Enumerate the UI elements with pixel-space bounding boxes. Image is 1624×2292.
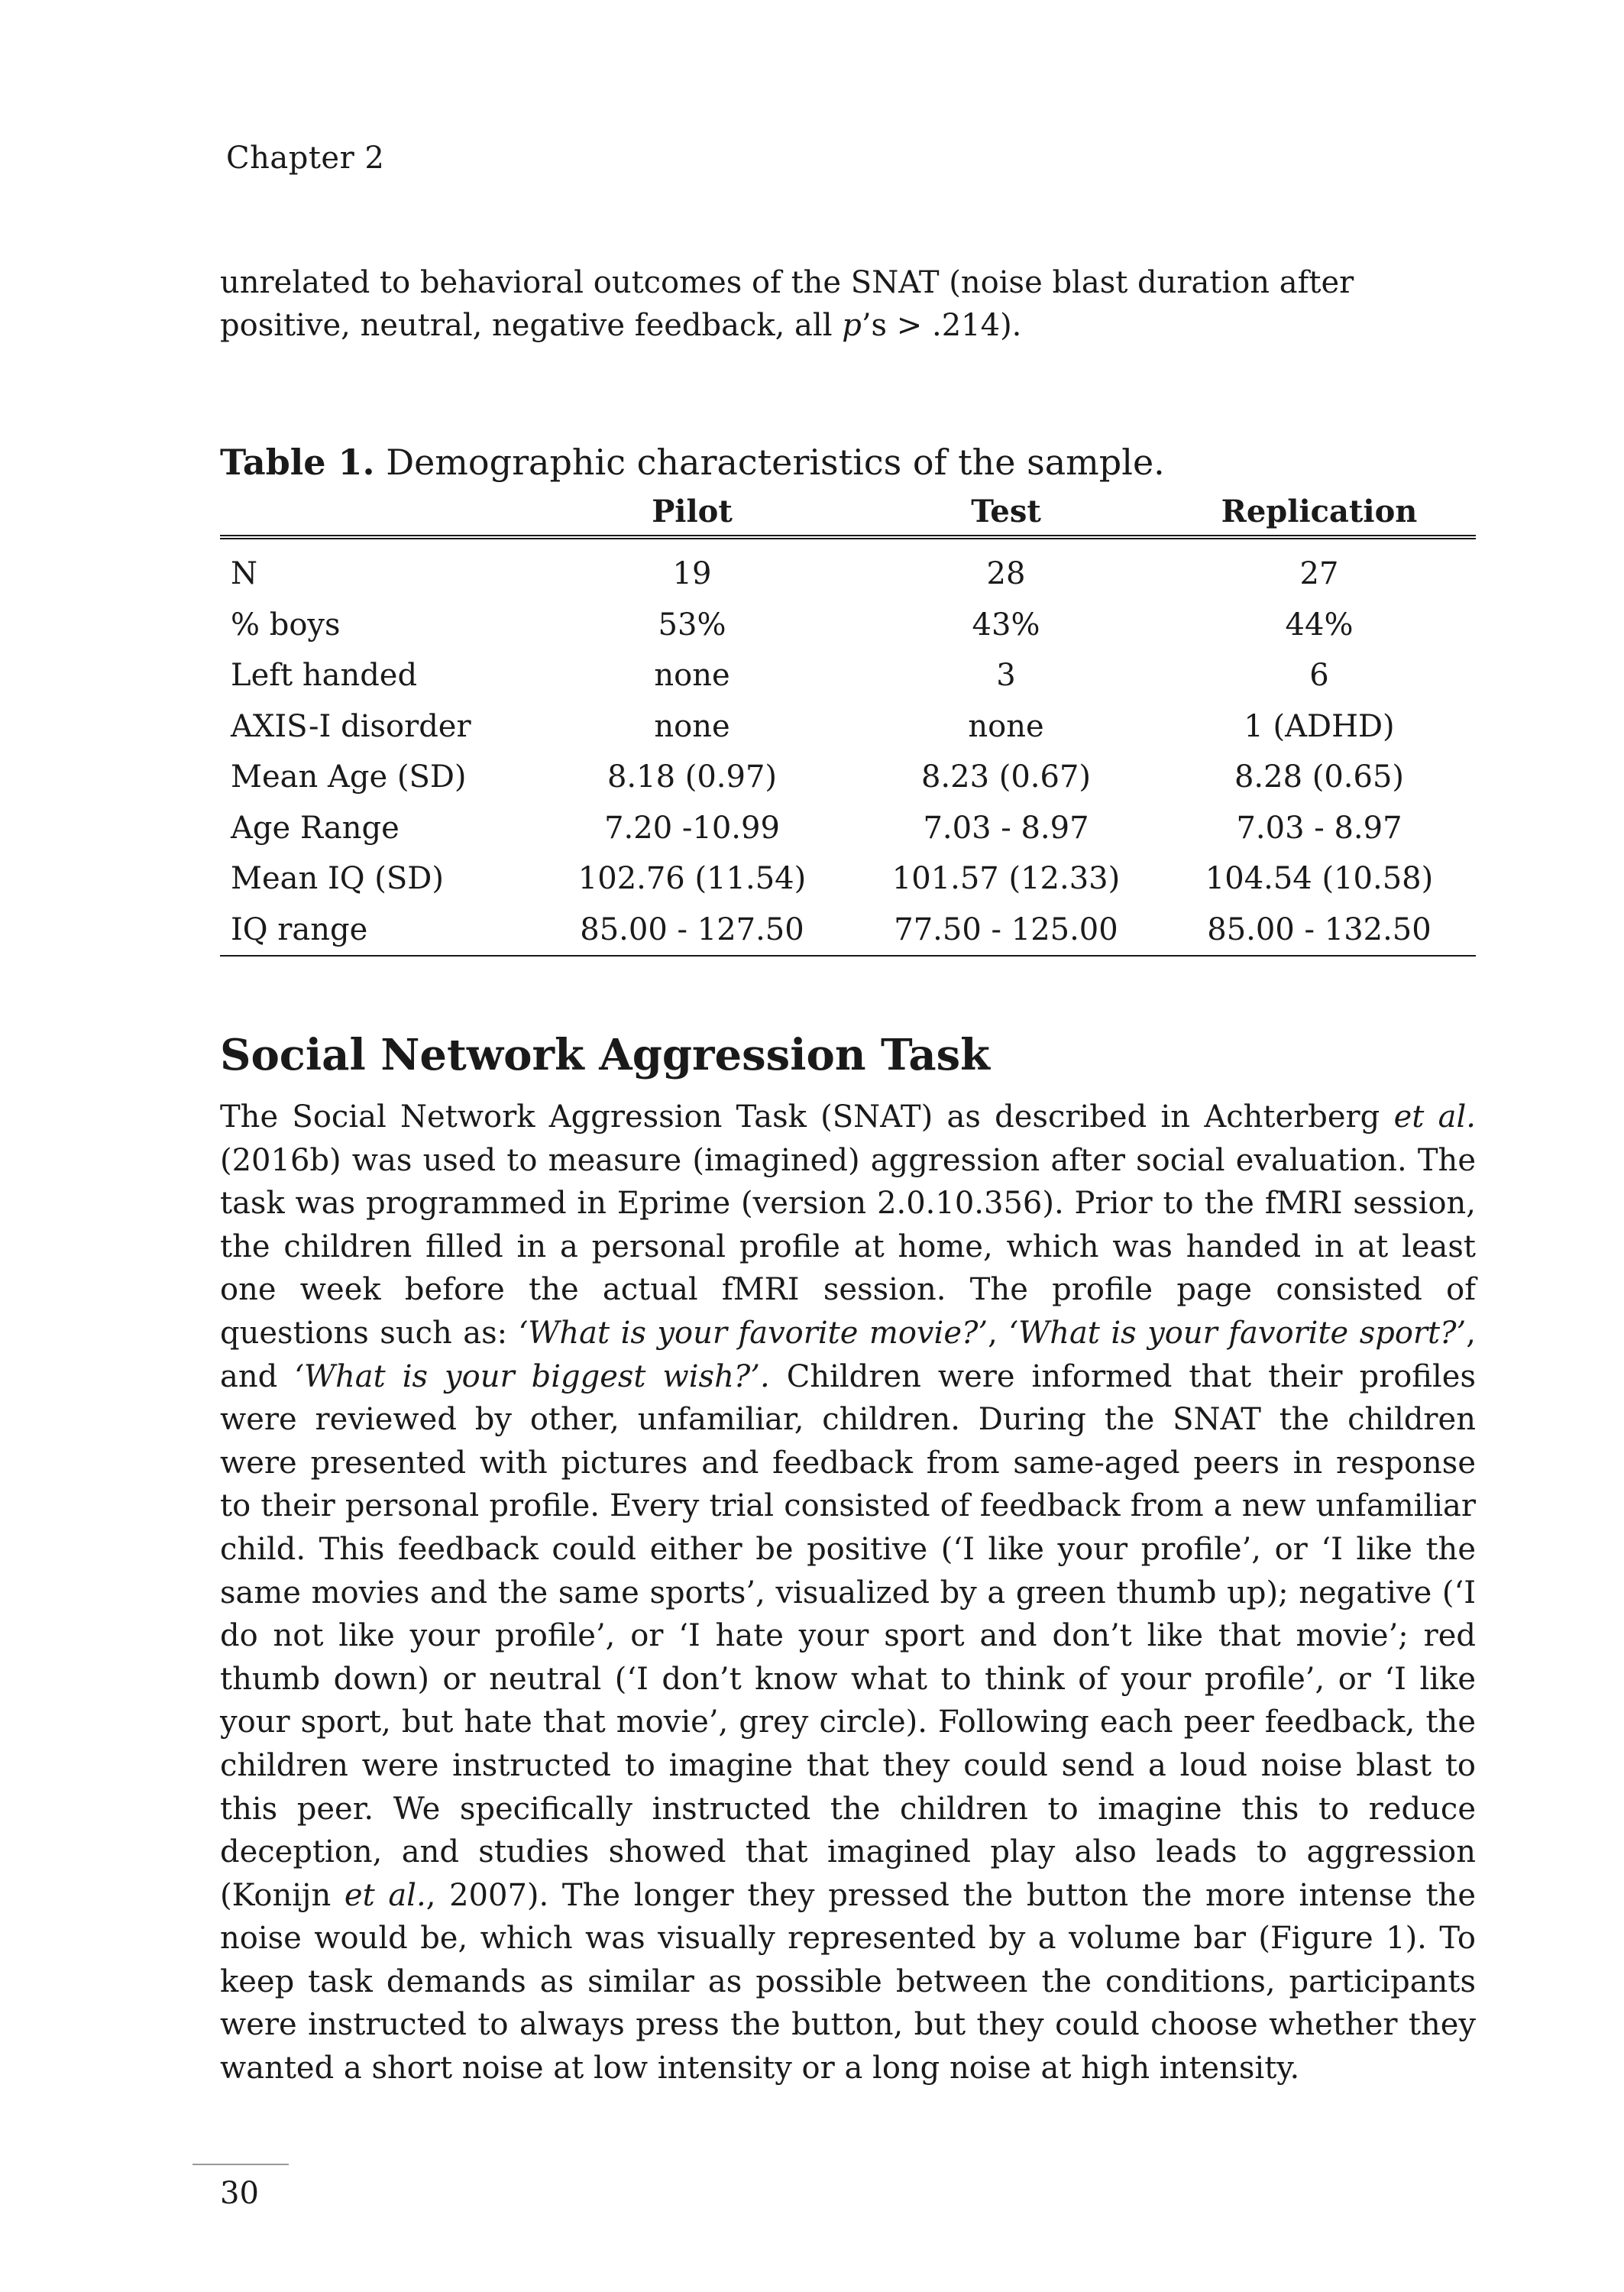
row-label: Mean Age (SD) [231, 759, 467, 795]
table-cell: none [968, 708, 1044, 744]
table-cell: 8.18 (0.97) [607, 759, 778, 795]
intro-italic-p: p [842, 308, 862, 343]
table-row [220, 650, 1476, 701]
table-cell: 1 (ADHD) [1244, 708, 1395, 744]
table-cell: 8.23 (0.67) [920, 759, 1092, 795]
section-title: Social Network Aggression Task [220, 1030, 990, 1080]
header-cell-test: Test [849, 487, 1163, 537]
body-text-2: (2016b) was used to measure (imagined) aggression after social evaluation. The task was programmed in Eprime (version 2.0.10.356). Prior to the fMRI session, the children filled in a personal profile at home, which was handed in at least one week before the actual fMRI session. The profile page consisted of questions such as: [220, 1142, 1476, 1351]
body-text-1: The Social Network Aggression Task (SNAT) as described in Achterberg [220, 1099, 1394, 1135]
table-caption-label: Table 1. [220, 442, 375, 483]
table-row [220, 803, 1476, 854]
table-cell: 7.03 - 8.97 [1236, 810, 1402, 846]
table-cell: 3 [996, 658, 1016, 694]
table-cell: 27 [1299, 556, 1339, 592]
demographics-table-wrap [220, 487, 1476, 957]
intro-text-end: ’s > .214). [861, 308, 1022, 343]
row-label: AXIS-I disorder [231, 708, 471, 744]
table-cell: 28 [986, 556, 1026, 592]
table-cell: 53% [658, 607, 726, 643]
table-cell: 7.03 - 8.97 [923, 810, 1089, 846]
table-cell: 8.28 (0.65) [1234, 759, 1405, 795]
table-cell: none [654, 658, 730, 694]
table-cell: 19 [672, 556, 712, 592]
table-cell: 101.57 (12.33) [891, 861, 1121, 897]
body-question-1: ‘What is your favorite movie?’ [518, 1315, 988, 1351]
table-row [220, 752, 1476, 803]
body-question-2: ‘What is your favorite sport?’ [1008, 1315, 1467, 1351]
intro-paragraph [220, 261, 1476, 347]
table-cell: 102.76 (11.54) [577, 861, 807, 897]
table-body [220, 537, 1476, 956]
row-label: % boys [231, 607, 341, 643]
table-caption [220, 442, 1165, 483]
row-label: Left handed [231, 658, 418, 694]
table-cell: none [654, 708, 730, 744]
header-cell-pilot: Pilot [535, 487, 849, 537]
page-number: 30 [220, 2176, 259, 2211]
row-label: N [231, 556, 257, 592]
table-header-row [220, 487, 1476, 537]
table-cell: 85.00 - 127.50 [535, 905, 849, 957]
table-row [220, 537, 1476, 600]
row-label: IQ range [220, 905, 535, 957]
table-row [220, 600, 1476, 651]
table-cell: 6 [1309, 658, 1329, 694]
row-label: Age Range [231, 810, 400, 846]
table-row [220, 853, 1476, 905]
table-row [220, 701, 1476, 753]
header-cell-replication: Replication [1163, 487, 1476, 537]
row-label: Mean IQ (SD) [231, 861, 444, 897]
table-row [220, 905, 1476, 957]
body-text-5: Children were informed that their profiles were reviewed by other, unfamiliar, children. During the SNAT the children were presented with pictures and feedback from same-aged peers in response to their personal profile. Every trial consisted of feedback from a new unfamiliar child. This feedback could either be positive (‘I like your profile’, or ‘I like the same movies and the same sports’, visualized by a green thumb up); negative (‘I do not like your profile’, or ‘I hate your sport and don’t like that movie’; red thumb down) or neutral (‘I don’t know what to think of your profile’, or ‘I like your sport, but hate that movie’, grey circle). Following each peer feedback, the children were instructed to imagine that they could send a loud noise blast to this peer. We specifically instructed the children to imagine this to reduce deception, and studies showed that imagined play also leads to aggression (Konijn [220, 1358, 1476, 1913]
body-etal-1: et al. [1393, 1099, 1476, 1135]
footer-rule [192, 2164, 289, 2165]
table-cell: 85.00 - 132.50 [1163, 905, 1476, 957]
table-cell: 104.54 (10.58) [1205, 861, 1434, 897]
body-etal-2: et al. [344, 1877, 426, 1913]
body-question-3: ‘What is your biggest wish?’. [294, 1358, 770, 1394]
table-cell: 77.50 - 125.00 [849, 905, 1163, 957]
body-text-4: , and [220, 1315, 1476, 1394]
table-cell: 7.20 -10.99 [604, 810, 780, 846]
body-text-3: , [988, 1315, 1009, 1351]
intro-text: unrelated to behavioral outcomes of the SNAT (noise blast duration after positive, neutral, negative feedback, all [220, 265, 1354, 343]
running-head: Chapter 2 [226, 141, 385, 176]
header-cell-empty [220, 487, 535, 537]
body-text-6: , 2007). The longer they pressed the button the more intense the noise would be, which was visually represented by a volume bar (Figure 1). To keep task demands as similar as possible between the conditions, participants were instructed to always press the button, but they could choose whether they wanted a short noise at low intensity or a long noise at high intensity. [220, 1877, 1476, 2086]
table-cell: 43% [972, 607, 1040, 643]
table-cell: 44% [1285, 607, 1354, 643]
table-caption-text: Demographic characteristics of the sample. [374, 442, 1165, 483]
demographics-table [220, 487, 1476, 957]
body-paragraph [220, 1096, 1476, 2090]
